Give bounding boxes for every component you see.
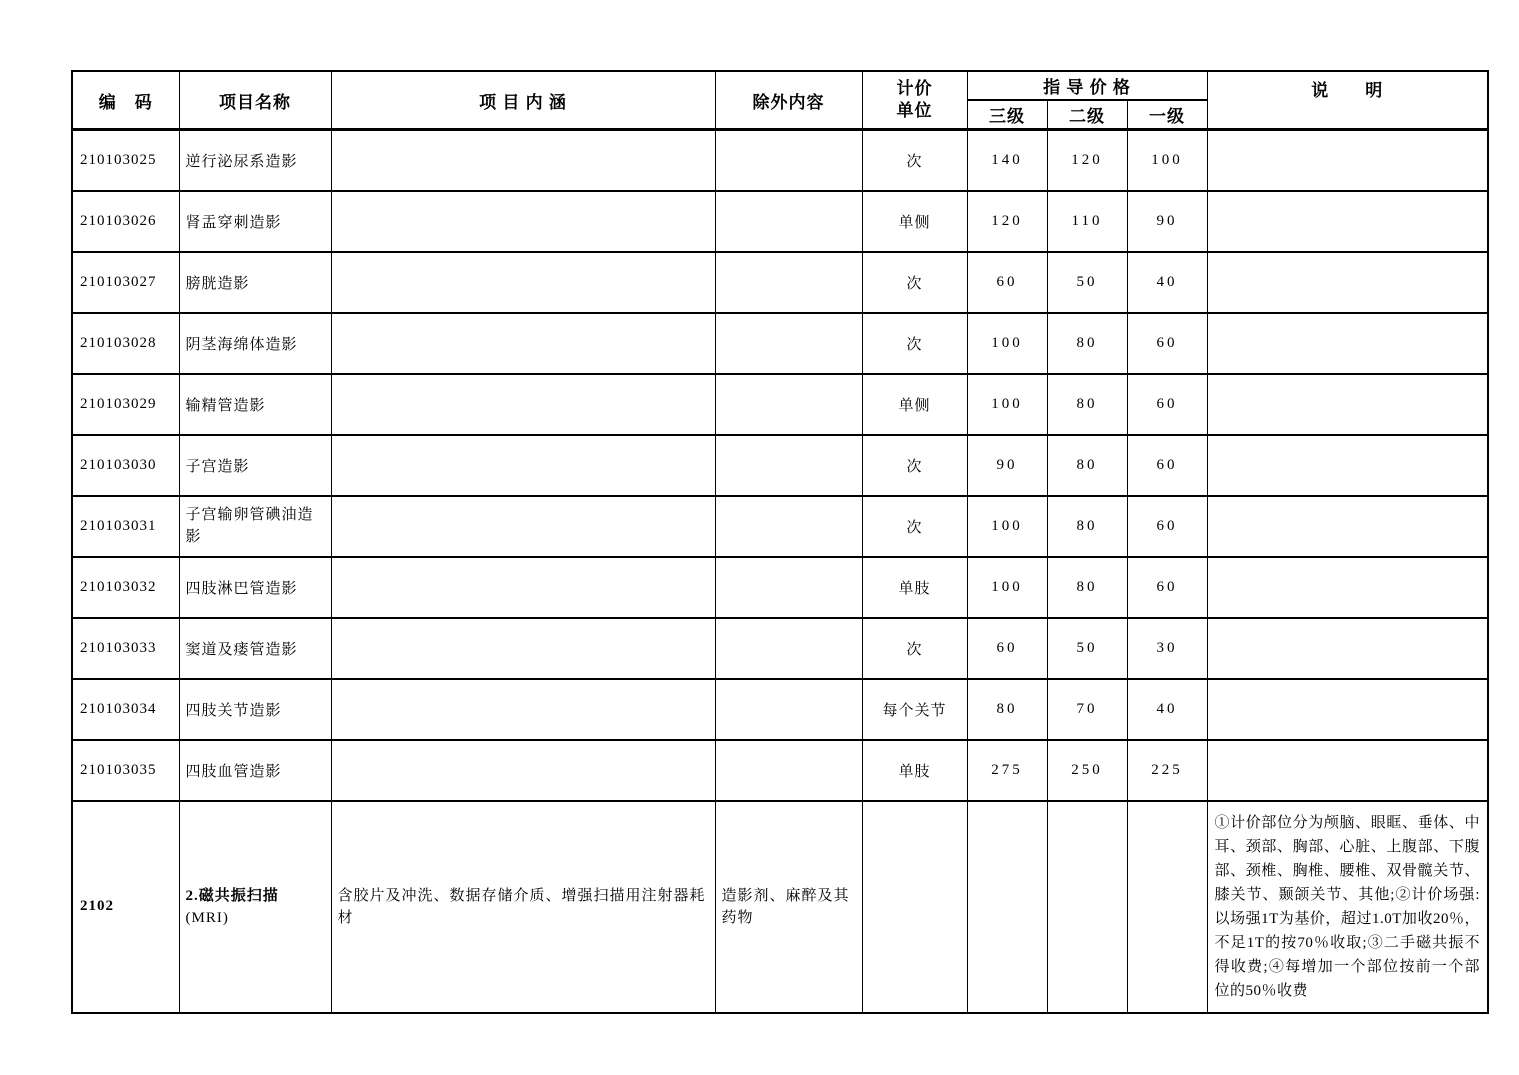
cell-content xyxy=(331,679,715,740)
cell-unit: 每个关节 xyxy=(862,679,967,740)
table-row-mri-section xyxy=(72,801,1488,1013)
table-row xyxy=(72,252,1488,313)
cell-unit: 单侧 xyxy=(862,374,967,435)
cell-name: 子宫造影 xyxy=(179,435,331,496)
cell-note xyxy=(1207,618,1488,679)
cell-price-tier2: 50 xyxy=(1047,252,1127,313)
cell-price-tier2: 80 xyxy=(1047,374,1127,435)
header-exclusion: 除外内容 xyxy=(715,71,862,130)
cell-price-tier3: 80 xyxy=(967,679,1047,740)
cell-note: ①计价部位分为颅脑、眼眶、垂体、中耳、颈部、胸部、心脏、上腹部、下腹部、颈椎、胸椎、腰椎、双骨髋关节、膝关节、颞颌关节、其他;②计价场强:以场强1T为基价，超过1.0T加收20％，不足1T的按70％收取;③二手磁共振不得收费;④每增加一个部位按前一个部位的50％收费 xyxy=(1207,801,1488,1013)
cell-code: 210103025 xyxy=(72,130,179,191)
cell-unit: 次 xyxy=(862,496,967,557)
table-row xyxy=(72,496,1488,557)
cell-price-tier1: 90 xyxy=(1127,191,1207,252)
cell-price-tier1: 60 xyxy=(1127,313,1207,374)
cell-code: 2102 xyxy=(72,801,179,1013)
price-table xyxy=(71,70,1489,1014)
cell-note xyxy=(1207,679,1488,740)
cell-exclusion xyxy=(715,557,862,618)
cell-name: 四肢血管造影 xyxy=(179,740,331,801)
cell-price-tier3: 140 xyxy=(967,130,1047,191)
cell-exclusion xyxy=(715,618,862,679)
mri-name-line1: 2.磁共振扫描 xyxy=(185,887,279,904)
cell-price-tier3: 100 xyxy=(967,374,1047,435)
cell-price-tier2: 70 xyxy=(1047,679,1127,740)
cell-price-tier1: 60 xyxy=(1127,435,1207,496)
cell-code: 210103026 xyxy=(72,191,179,252)
cell-price-tier3: 275 xyxy=(967,740,1047,801)
cell-unit: 次 xyxy=(862,313,967,374)
cell-name: 肾盂穿刺造影 xyxy=(179,191,331,252)
cell-code: 210103034 xyxy=(72,679,179,740)
cell-exclusion xyxy=(715,191,862,252)
cell-exclusion xyxy=(715,130,862,191)
cell-code: 210103027 xyxy=(72,252,179,313)
cell-price-tier1: 40 xyxy=(1127,679,1207,740)
cell-price-tier1: 60 xyxy=(1127,374,1207,435)
cell-content xyxy=(331,313,715,374)
cell-name: 膀胱造影 xyxy=(179,252,331,313)
cell-price-tier2: 80 xyxy=(1047,496,1127,557)
cell-content xyxy=(331,557,715,618)
cell-price-tier2: 80 xyxy=(1047,313,1127,374)
cell-unit: 单侧 xyxy=(862,191,967,252)
table-row xyxy=(72,374,1488,435)
cell-unit: 次 xyxy=(862,130,967,191)
table-row xyxy=(72,130,1488,191)
header-unit-line2: 单位 xyxy=(896,101,933,120)
cell-name: 子宫输卵管碘油造影 xyxy=(179,496,331,557)
cell-price-tier2: 110 xyxy=(1047,191,1127,252)
cell-price-tier3: 90 xyxy=(967,435,1047,496)
header-price-group: 指 导 价 格 xyxy=(967,71,1207,100)
cell-price-tier3: 120 xyxy=(967,191,1047,252)
mri-name-line2: (MRI) xyxy=(185,909,229,926)
cell-note xyxy=(1207,374,1488,435)
header-code: 编 码 xyxy=(72,71,179,130)
header-unit-line1: 计价 xyxy=(896,79,933,98)
table-row xyxy=(72,557,1488,618)
cell-price-tier2: 250 xyxy=(1047,740,1127,801)
cell-content xyxy=(331,191,715,252)
cell-price-tier1: 100 xyxy=(1127,130,1207,191)
cell-exclusion xyxy=(715,374,862,435)
table-row xyxy=(72,740,1488,801)
cell-code: 210103029 xyxy=(72,374,179,435)
cell-content: 含胶片及冲洗、数据存储介质、增强扫描用注射器耗材 xyxy=(331,801,715,1013)
cell-note xyxy=(1207,435,1488,496)
cell-price-tier2 xyxy=(1047,801,1127,1013)
cell-price-tier3: 60 xyxy=(967,252,1047,313)
cell-content xyxy=(331,374,715,435)
cell-price-tier3 xyxy=(967,801,1047,1013)
cell-exclusion: 造影剂、麻醉及其药物 xyxy=(715,801,862,1013)
table-row xyxy=(72,313,1488,374)
header-note: 说 明 xyxy=(1207,71,1488,130)
cell-price-tier3: 100 xyxy=(967,496,1047,557)
cell-code: 210103035 xyxy=(72,740,179,801)
cell-price-tier1: 60 xyxy=(1127,557,1207,618)
cell-unit: 单肢 xyxy=(862,740,967,801)
cell-note xyxy=(1207,496,1488,557)
cell-price-tier1 xyxy=(1127,801,1207,1013)
cell-exclusion xyxy=(715,740,862,801)
cell-unit: 次 xyxy=(862,435,967,496)
cell-price-tier3: 100 xyxy=(967,557,1047,618)
cell-name: 输精管造影 xyxy=(179,374,331,435)
table-row xyxy=(72,191,1488,252)
cell-unit: 次 xyxy=(862,252,967,313)
cell-price-tier3: 100 xyxy=(967,313,1047,374)
cell-code: 210103030 xyxy=(72,435,179,496)
cell-name: 逆行泌尿系造影 xyxy=(179,130,331,191)
cell-content xyxy=(331,618,715,679)
cell-name: 窦道及瘘管造影 xyxy=(179,618,331,679)
cell-name: 四肢淋巴管造影 xyxy=(179,557,331,618)
cell-note xyxy=(1207,557,1488,618)
cell-exclusion xyxy=(715,496,862,557)
cell-code: 210103031 xyxy=(72,496,179,557)
header-name: 项目名称 xyxy=(179,71,331,130)
header-tier3: 三级 xyxy=(967,100,1047,130)
cell-code: 210103028 xyxy=(72,313,179,374)
cell-price-tier1: 40 xyxy=(1127,252,1207,313)
cell-price-tier2: 80 xyxy=(1047,435,1127,496)
cell-content xyxy=(331,252,715,313)
cell-content xyxy=(331,740,715,801)
cell-content xyxy=(331,130,715,191)
cell-price-tier1: 30 xyxy=(1127,618,1207,679)
table-row xyxy=(72,618,1488,679)
header-unit xyxy=(862,71,967,130)
cell-content xyxy=(331,496,715,557)
header-tier1: 一级 xyxy=(1127,100,1207,130)
cell-note xyxy=(1207,740,1488,801)
cell-price-tier3: 60 xyxy=(967,618,1047,679)
cell-name: 阴茎海绵体造影 xyxy=(179,313,331,374)
cell-content xyxy=(331,435,715,496)
cell-name xyxy=(179,801,331,1013)
cell-price-tier2: 50 xyxy=(1047,618,1127,679)
cell-code: 210103032 xyxy=(72,557,179,618)
cell-note xyxy=(1207,191,1488,252)
table-row xyxy=(72,679,1488,740)
cell-exclusion xyxy=(715,252,862,313)
cell-note xyxy=(1207,130,1488,191)
cell-price-tier2: 120 xyxy=(1047,130,1127,191)
cell-code: 210103033 xyxy=(72,618,179,679)
cell-exclusion xyxy=(715,679,862,740)
cell-note xyxy=(1207,252,1488,313)
cell-price-tier2: 80 xyxy=(1047,557,1127,618)
cell-unit xyxy=(862,801,967,1013)
cell-exclusion xyxy=(715,435,862,496)
cell-unit: 单肢 xyxy=(862,557,967,618)
cell-exclusion xyxy=(715,313,862,374)
cell-price-tier1: 225 xyxy=(1127,740,1207,801)
header-tier2: 二级 xyxy=(1047,100,1127,130)
cell-unit: 次 xyxy=(862,618,967,679)
table-row xyxy=(72,435,1488,496)
header-content: 项 目 内 涵 xyxy=(331,71,715,130)
cell-price-tier1: 60 xyxy=(1127,496,1207,557)
cell-name: 四肢关节造影 xyxy=(179,679,331,740)
cell-note xyxy=(1207,313,1488,374)
